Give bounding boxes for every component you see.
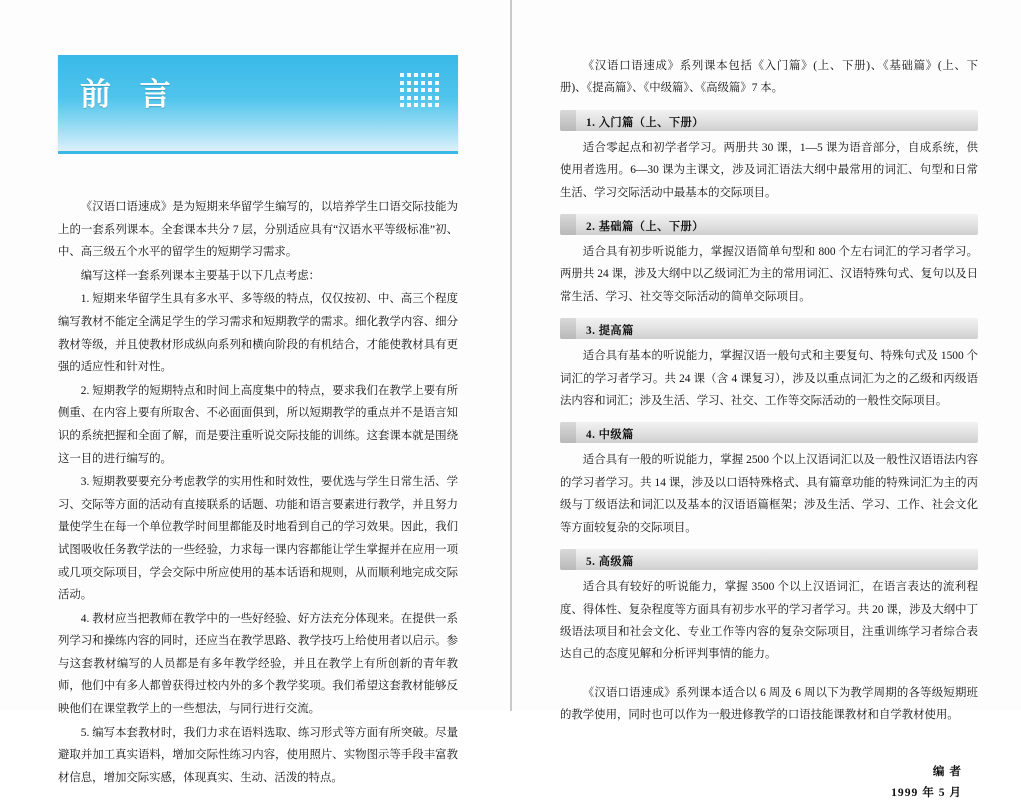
section-label: 4. 中级篇 — [586, 429, 634, 442]
section-paragraph: 适合具有初步听说能力，掌握汉语简单句型和 800 个左右词汇的学习者学习。两册共 24 课，涉及大纲中以乙级词汇为主的常用词汇、汉语特殊句式、复句以及日常生活、学习、社交等交际活动的简单交际项目。 — [560, 246, 978, 303]
series-intro-paragraph: 《汉语口语速成》系列课本包括《入门篇》(上、下册)、《基础篇》(上、下册)、《提高篇》、《中级篇》、《高级篇》7 本。 — [560, 60, 978, 95]
preface-paragraph: 3. 短期教要要充分考虑教学的实用性和时效性，要优选与学生日常生活、学习、交际等方面的活动有直接联系的话题、功能和语言要素进行教学，并且努力量使学生在每一个单位教学时间里都能及时地看到自己的学习效果。因此，我们试图吸收任务教学法的一些经验，力求每一课内容都能让学生掌握并在应用一项或几项交际项目，学会交际中所应使用的基本话语和规则，从而顺利地完成交际活动。 — [58, 476, 458, 602]
preface-body — [58, 196, 458, 790]
series-section — [560, 110, 978, 204]
preface-paragraph: 2. 短期教学的短期特点和时间上高度集中的特点，要求我们在教学上要有所侧重、在内容上要有所取舍、不必面面俱到，所以短期教学的重点并不是语言知识的系统把握和全面了解，而是要注重听说交际技能的训练。这套课本就是围绕这一目的进行编写的。 — [58, 384, 458, 465]
preface-paragraph: 编写这样一套系列课本主要基于以下几点考虑： — [80, 269, 321, 282]
signature-author: 编 者 — [932, 764, 962, 778]
left-page — [0, 0, 510, 784]
series-overview-body — [560, 55, 978, 803]
section-header — [560, 422, 978, 443]
series-section — [560, 422, 978, 539]
section-header — [560, 318, 978, 339]
preface-paragraph: 4. 教材应当把教师在教学中的一些好经验、好方法充分体现来。在提供一系列学习和操练内容的同时，还应当在教学思路、教学技巧上给使用者以启示。参与这套教材编写的人员都是有多年教学经验，并且在教学上有所创新的青年教师，他们中有多人都曾获得过校内外的多个教学奖项。我们希望这套教材能够反映他们在课堂教学上的一些想法，与同行进行交流。 — [58, 612, 458, 716]
preface-paragraph: 《汉语口语速成》是为短期来华留学生编写的，以培养学生口语交际技能为上的一套系列课本。全套课本共分 7 层，分别适应具有“汉语水平等级标准”初、中、高三级五个水平的留学生的短期学习需求。 — [58, 201, 458, 259]
section-number-tab — [560, 318, 576, 339]
section-number-tab — [560, 422, 576, 443]
section-label: 1. 入门篇（上、下册） — [586, 116, 704, 129]
section-paragraph: 适合具有较好的听说能力，掌握 3500 个以上汉语词汇，在语言表达的流利程度、得体性、复杂程度等方面具有初步水平的学习者学习。共 20 课，涉及大纲中丁级语法项目和社会文化、专业工作等内容的复杂交际项目，注重训练学习者综合表达自己的态度见解和分析评判事情的能力。 — [560, 581, 978, 661]
section-paragraph: 适合具有基本的听说能力，掌握汉语一般句式和主要复句、特殊句式及 1500 个词汇的学习者学习。共 24 课（含 4 课复习），涉及以重点词汇为之的乙级和丙级语法内容和词汇；涉及生活、学习、社交、工作等交际活动的一般性交际项目。 — [560, 350, 978, 408]
section-label: 3. 提高篇 — [586, 325, 634, 338]
section-header — [560, 549, 978, 570]
section-number-tab — [560, 214, 576, 235]
page-title: 前 言 — [80, 77, 181, 112]
dot-grid-decoration-icon — [400, 73, 440, 109]
series-section — [560, 549, 978, 666]
section-number-tab — [560, 549, 576, 570]
section-header — [560, 214, 978, 235]
section-paragraph: 适合具有一般的听说能力，掌握 2500 个以上汉语词汇以及一般性汉语语法内容的学习者学习。共 14 课，涉及以口语特殊格式、具有篇章功能的特殊词汇为主的丙级与丁级语法和词汇以及基本的汉语语篇框架；涉及生活、学习、工作、社会文化等方面较复杂的交际项目。 — [560, 454, 978, 534]
section-paragraph: 适合零起点和初学者学习。两册共 30 课，1—5 课为语音部分，自成系统，供使用者选用。6—30 课为主课文，涉及词汇语法大纲中最常用的词汇、句型和日常生活、学习交际活动中最基本的交际项目。 — [560, 141, 978, 199]
signature-block — [560, 761, 978, 803]
preface-paragraph: 5. 编写本套教材时，我们力求在语料选取、练习形式等方面有所突破。尽量避取并加工真实语料，增加交际性练习内容，使用照片、实物图示等手段丰富教材信息，增加交际实感，体现真实、生动、活泼的特点。 — [58, 726, 458, 784]
section-number-tab — [560, 110, 576, 131]
right-page — [512, 0, 1021, 799]
preface-title-banner — [58, 55, 458, 150]
banner-underline — [58, 151, 458, 154]
series-section — [560, 214, 978, 308]
section-header — [560, 110, 978, 131]
signature-date: 1999 年 5 月 — [891, 785, 962, 799]
section-label: 2. 基础篇（上、下册） — [586, 221, 704, 234]
series-section — [560, 318, 978, 412]
section-label: 5. 高级篇 — [586, 556, 634, 569]
closing-paragraph: 《汉语口语速成》系列课本适合以 6 周及 6 周以下为教学周期的各等级短期班的教学使用，同时也可以作为一般进修教学的口语技能课教材和自学教材使用。 — [560, 686, 978, 722]
preface-paragraph: 1. 短期来华留学生具有多水平、多等级的特点，仅仅按初、中、高三个程度编写教材不能定全满足学生的学习需求和短期教学的需求。细化教学内容、细分教材等级，并且使教材形成纵向系列和横向阶段的有机结合，才能使教材具有更强的适应性和针对性。 — [58, 293, 458, 374]
